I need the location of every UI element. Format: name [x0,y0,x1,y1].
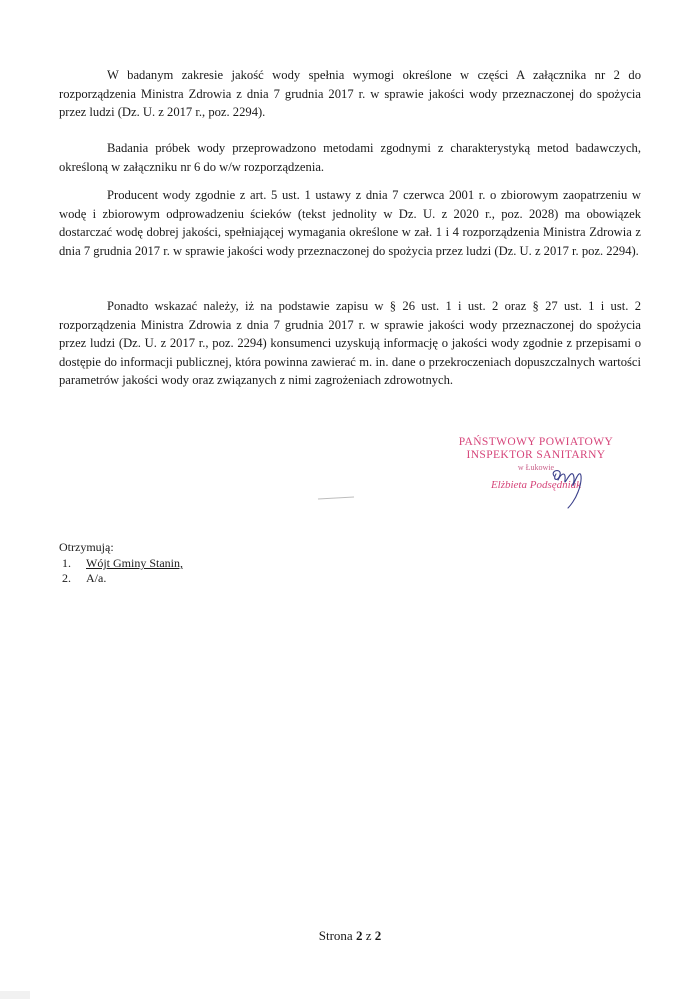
stamp-line-name: Elżbieta Podsędniak [490,479,582,491]
stamp-line-role: INSPEKTOR SANITARNY [466,449,606,461]
paragraph-testing-methods [59,139,641,176]
paragraph-text: Badania próbek wody przeprowadzono metodami zgodnymi z charakterystyką metod badawczych, określoną w załączniku nr 6 do w/w rozporządzenia. [59,141,641,174]
stamp-line-title: PAŃSTWOWY POWIATOWY [458,436,614,448]
official-stamp [446,436,626,494]
paragraph-consumer-information [59,297,641,390]
list-item [59,571,359,586]
paragraph-text: W badanym zakresie jakość wody spełnia wymogi określone w części A załącznika nr 2 do rozporządzenia Ministra Zdrowia z dnia 7 grudnia 2017 r. w sprawie jakości wody przeznaczonej do spożycia przez ludzi (Dz. U. z 2017 r., poz. 2294). [59,68,641,120]
paragraph-text: Producent wody zgodnie z art. 5 ust. 1 ustawy z dnia 7 czerwca 2001 r. o zbiorowym zaopatrzeniu w wodę i zbiorowym odprowadzeniu ścieków (tekst jednolity w Dz. U. z 2020 r., poz. 2028) ma obowiązek dostarczać wodę dobrej jakości, spełniającej wymagania określone w zał. 1 i 4 rozporządzenia Ministra Zdrowia z dnia 7 grudnia 2017 r. w sprawie jakości wody przeznaczonej do spożycia przez ludzi (Dz. U. z 2017 r. poz. 2294). [59,188,641,258]
recipients-heading: Otrzymują: [59,540,114,554]
stamp-line-location: w Łukowie [517,463,555,472]
scan-edge-artifact [0,985,40,999]
footer-total-pages: 2 [374,928,382,943]
recipients-list [59,540,359,586]
paragraph-water-quality [59,66,641,122]
paragraph-text: Ponadto wskazać należy, iż na podstawie zapisu w § 26 ust. 1 i ust. 2 oraz § 27 ust. 1 i ust. 2 rozporządzenia Ministra Zdrowia z dnia 7 grudnia 2017 r. w sprawie jakości wody przeznaczonej do spożycia przez ludzi (Dz. U. z 2017 r., poz. 2294) konsumenci uzyskują informację o jakości wody zgodnie z przepisami o dostępie do informacji publicznej, która powinna zawierać m. in. dane o przekroczeniach dopuszczalnych wartości parametrów jakości wody oraz związanych z nimi zagrożeniach zdrowotnych. [59,299,641,388]
list-item-text: Wójt Gminy Stanin, [86,556,183,570]
handwritten-signature [548,466,588,510]
paragraph-producer-obligation [59,186,641,260]
list-item [59,556,359,571]
footer-prefix: Strona [318,928,353,943]
list-item-number: 1. [62,556,71,570]
list-item-number: 2. [62,571,71,585]
scan-mark [316,495,356,501]
footer-page-number: 2 [355,928,363,943]
page-footer [0,928,700,944]
footer-separator: z [365,928,372,943]
list-item-text: A/a. [86,571,107,585]
